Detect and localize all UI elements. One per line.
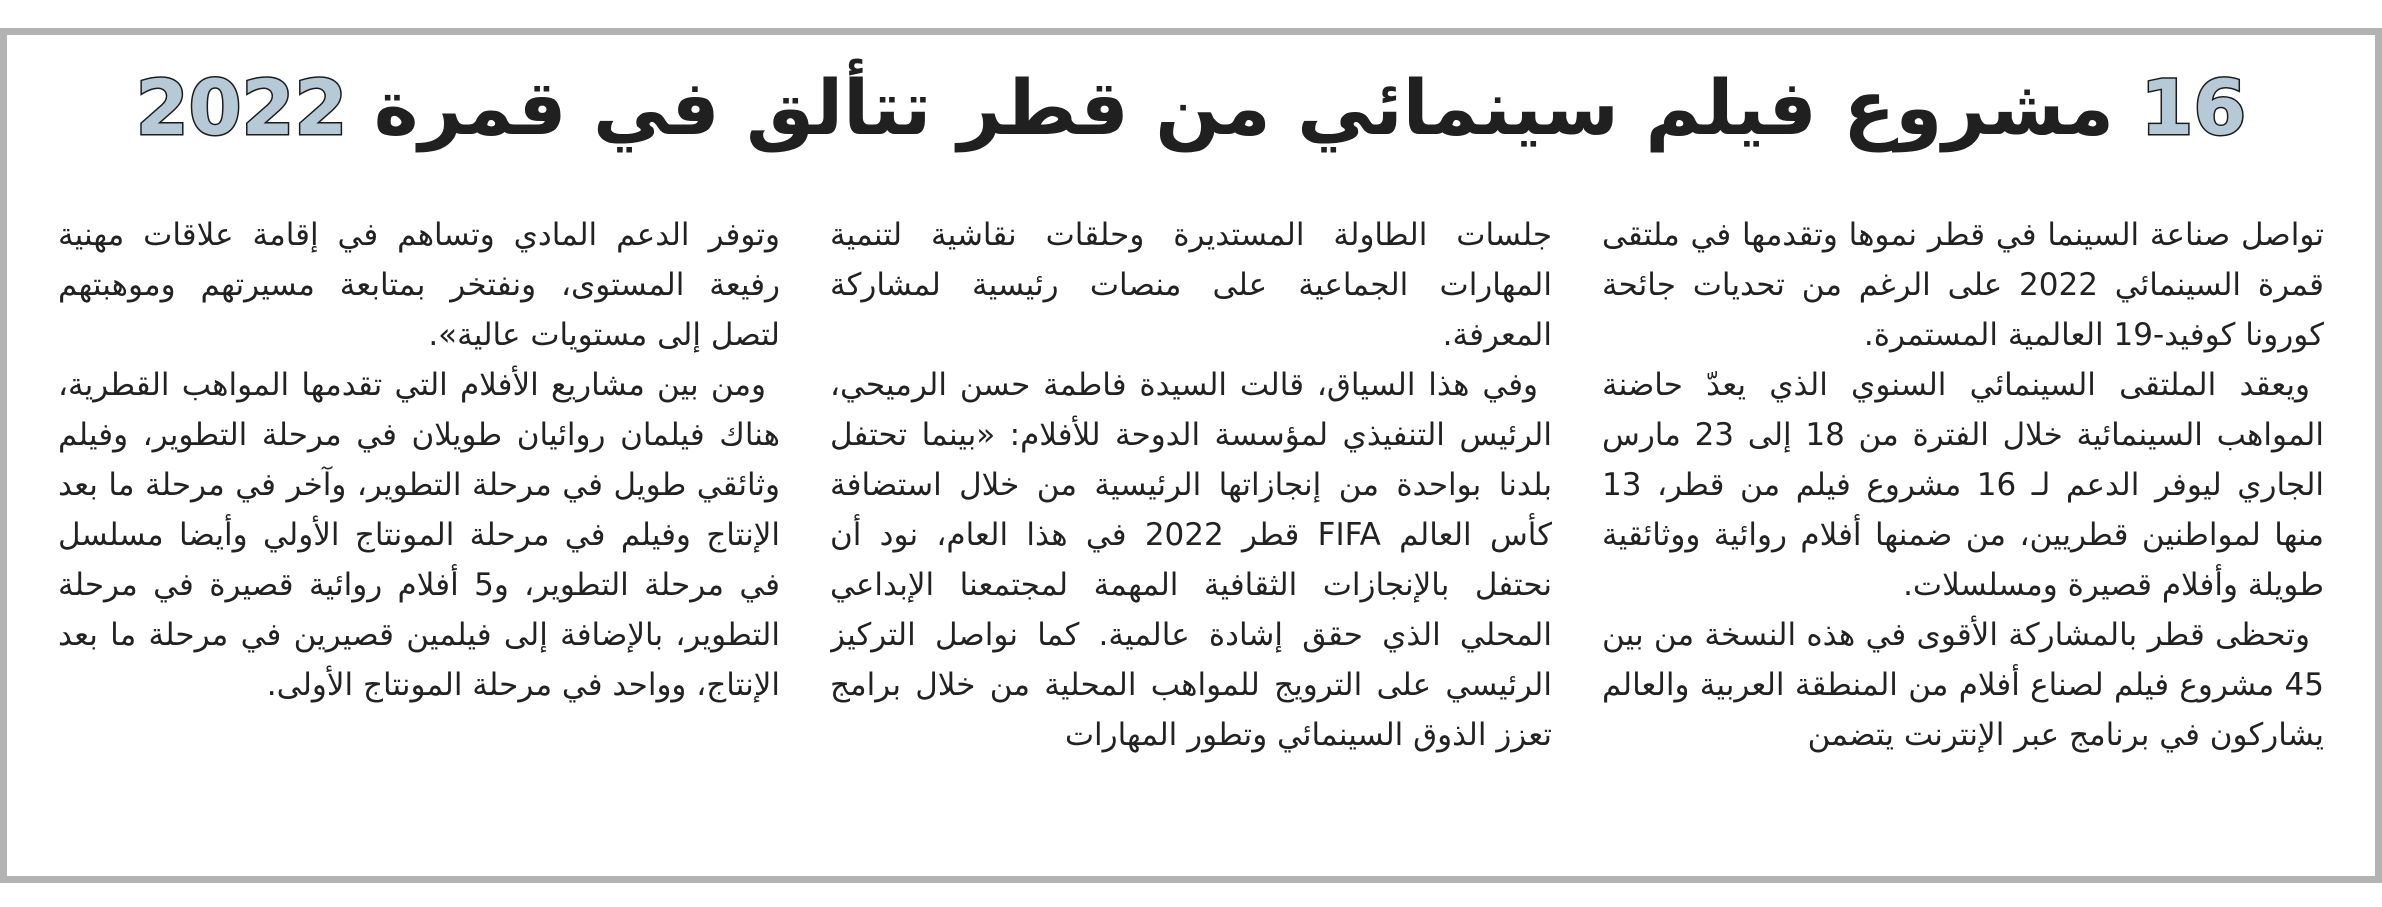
headline-text: مشروع فيلم سينمائي من قطر تتألق في قمرة (347, 63, 2141, 152)
paragraph: وتحظى قطر بالمشاركة الأقوى في هذه النسخة من بين 45 مشروع فيلم لصناع أفلام من المنطقة العربية والعالم يشاركون في برنامج عبر الإنترنت يتضمن (1602, 617, 2324, 753)
headline (0, 58, 2382, 158)
headline-number: 16 (2140, 63, 2247, 152)
paragraph: ويعقد الملتقى السينمائي السنوي الذي يعدّ حاضنة المواهب السينمائية خلال الفترة من 18 إلى 23 مارس الجاري ليوفر الدعم لـ 16 مشروع فيلم من قطر، 13 منها لمواطنين قطريين، من ضمنها أفلام روائية ووثائقية طويلة وأفلام قصيرة ومسلسلات. (1602, 367, 2324, 603)
paragraph: وفي هذا السياق، قالت السيدة فاطمة حسن الرميحي، الرئيس التنفيذي لمؤسسة الدوحة للأفلام: «بينما تحتفل بلدنا بواحدة من إنجازاتها الرئيسية من خلال استضافة كأس العالم FIFA قطر 2022 في هذا العام، نود أن نحتفل بالإنجازات الثقافية المهمة لمجتمعنا الإبداعي المحلي الذي حقق إشادة عالمية. كما نواصل التركيز الرئيسي على الترويج للمواهب المحلية من خلال برامج تعزز الذوق السينمائي وتطور المهارات (830, 367, 1552, 753)
paragraph: ومن بين مشاريع الأفلام التي تقدمها المواهب القطرية، هناك فيلمان روائيان طويلان في مرحلة التطوير، وفيلم وثائقي طويل في مرحلة التطوير، وآخر في مرحلة ما بعد الإنتاج وفيلم في مرحلة المونتاج الأولي وأيضا مسلسل في مرحلة التطوير، و5 أفلام روائية قصيرة في مرحلة التطوير، بالإضافة إلى فيلمين قصيرين في مرحلة ما بعد الإنتاج، وواحد في مرحلة المونتاج الأولى. (58, 367, 780, 703)
paragraph: تواصل صناعة السينما في قطر نموها وتقدمها في ملتقى قمرة السينمائي 2022 على الرغم من تحديات جائحة كورونا كوفيد-19 العالمية المستمرة. (1602, 217, 2324, 353)
paragraph: وتوفر الدعم المادي وتساهم في إقامة علاقات مهنية رفيعة المستوى، ونفتخر بمتابعة مسيرتهم وموهبتهم لتصل إلى مستويات عالية». (58, 217, 780, 353)
column-1 (1602, 210, 2324, 830)
article-columns (58, 210, 2324, 830)
column-2 (830, 210, 1552, 830)
headline-year: 2022 (135, 63, 348, 152)
column-3 (58, 210, 780, 830)
paragraph: جلسات الطاولة المستديرة وحلقات نقاشية لتنمية المهارات الجماعية على منصات رئيسية لمشاركة المعرفة. (830, 217, 1552, 353)
